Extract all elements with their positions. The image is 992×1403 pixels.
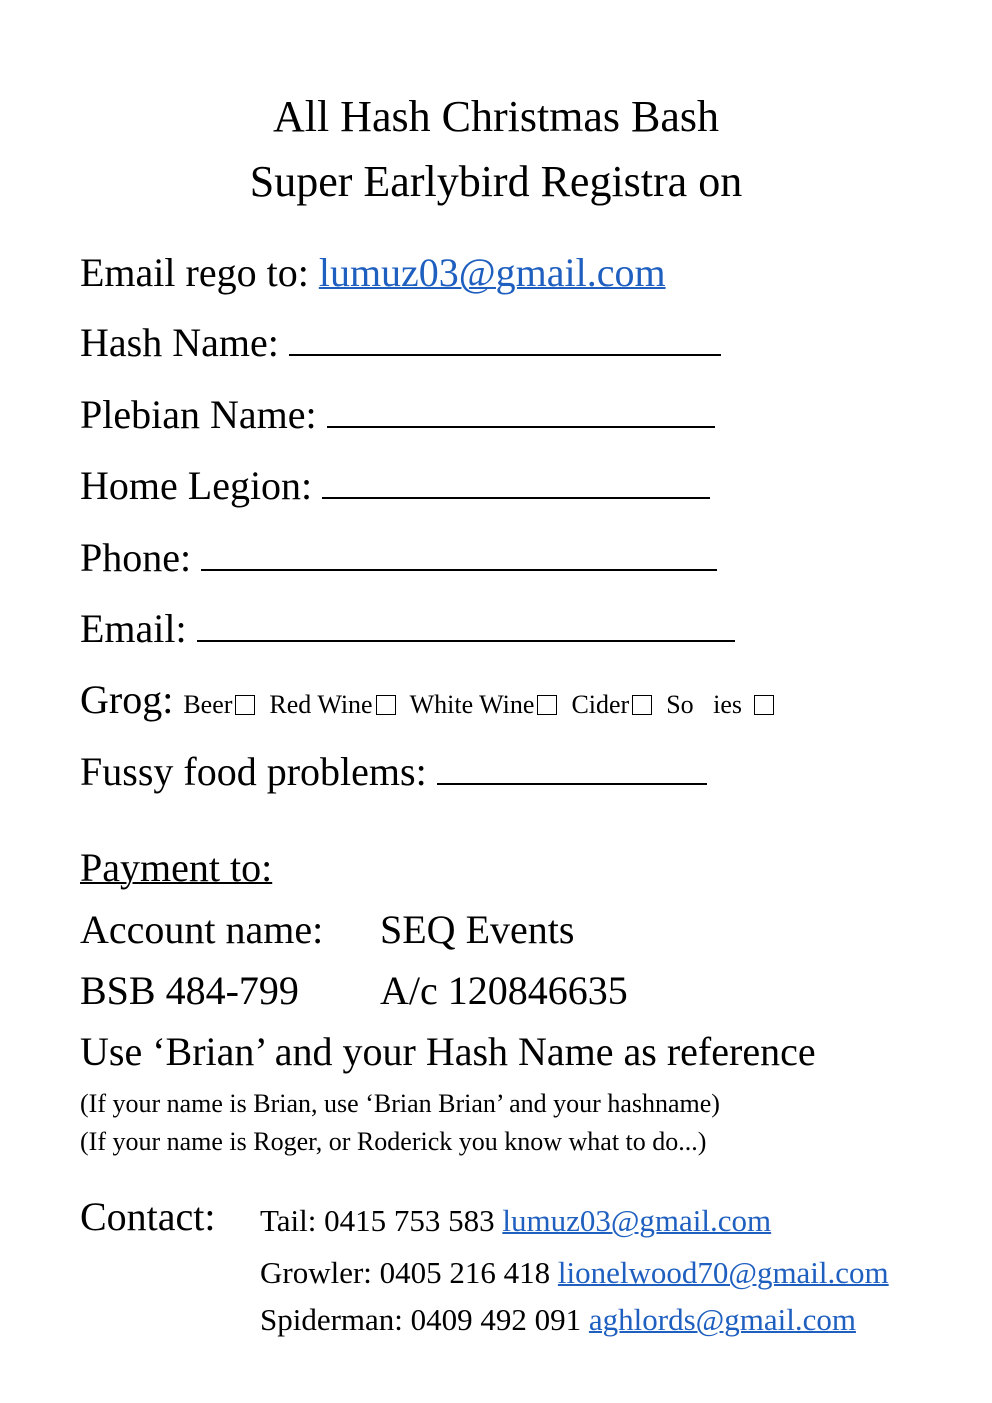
contact-row bbox=[260, 1304, 856, 1335]
contact-growler: Growler: 0405 216 418 bbox=[260, 1255, 558, 1290]
email-label: Email: bbox=[80, 606, 187, 651]
email-field[interactable] bbox=[197, 610, 735, 642]
account-name-label: Account name: bbox=[80, 907, 324, 952]
contact-label: Contact: bbox=[80, 1194, 216, 1239]
hash-name-row bbox=[80, 320, 721, 365]
grog-white-wine-checkbox[interactable] bbox=[537, 695, 557, 715]
grog-beer-checkbox[interactable] bbox=[235, 695, 255, 715]
grog-option-red-wine: Red Wine bbox=[269, 690, 373, 719]
home-legion-field[interactable] bbox=[322, 467, 710, 499]
plebian-name-label: Plebian Name: bbox=[80, 392, 317, 437]
grog-option-softies: So ies bbox=[666, 690, 743, 719]
contact-tail-email-link[interactable]: lumuz03@gmail.com bbox=[502, 1203, 772, 1238]
grog-option-white-wine: White Wine bbox=[409, 690, 535, 719]
grog-option-cider: Cider bbox=[571, 690, 630, 719]
fussy-food-field[interactable] bbox=[437, 753, 707, 785]
phone-label: Phone: bbox=[80, 535, 192, 580]
hash-name-field[interactable] bbox=[289, 324, 721, 356]
rego-email-link[interactable]: lumuz03@gmail.com bbox=[318, 250, 666, 295]
home-legion-label: Home Legion: bbox=[80, 463, 313, 508]
plebian-name-row bbox=[80, 392, 715, 437]
email-row bbox=[80, 606, 735, 651]
hash-name-label: Hash Name: bbox=[80, 320, 279, 365]
bsb-value: BSB 484-799 bbox=[80, 968, 299, 1013]
contact-row bbox=[260, 1205, 771, 1236]
grog-cider-checkbox[interactable] bbox=[632, 695, 652, 715]
contact-row bbox=[260, 1257, 889, 1288]
grog-red-wine-checkbox[interactable] bbox=[376, 695, 396, 715]
account-name-value: SEQ Events bbox=[380, 907, 575, 952]
payment-reference: Use ‘Brian’ and your Hash Name as reference bbox=[80, 1029, 816, 1074]
grog-label: Grog: bbox=[80, 677, 174, 722]
grog-softies-checkbox[interactable] bbox=[754, 695, 774, 715]
page-subtitle: Super Earlybird Registra on bbox=[249, 157, 743, 206]
grog-row bbox=[80, 677, 778, 722]
rego-label: Email rego to: bbox=[80, 250, 319, 295]
payment-note-brian: (If your name is Brian, use ‘Brian Brian’ and your hashname) bbox=[80, 1089, 720, 1118]
contact-growler-email-link[interactable]: lionelwood70@gmail.com bbox=[557, 1255, 889, 1290]
fussy-food-label: Fussy food problems: bbox=[80, 749, 427, 794]
payment-heading: Payment to: bbox=[80, 845, 273, 890]
grog-option-beer: Beer bbox=[183, 690, 233, 719]
phone-field[interactable] bbox=[201, 539, 717, 571]
plebian-name-field[interactable] bbox=[327, 396, 715, 428]
contact-spiderman: Spiderman: 0409 492 091 bbox=[260, 1302, 589, 1337]
account-number: A/c 120846635 bbox=[380, 968, 628, 1013]
fussy-food-row bbox=[80, 749, 707, 794]
contact-spiderman-email-link[interactable]: aghlords@gmail.com bbox=[588, 1302, 856, 1337]
contact-tail: Tail: 0415 753 583 bbox=[260, 1203, 503, 1238]
home-legion-row bbox=[80, 463, 710, 508]
payment-note-roger: (If your name is Roger, or Roderick you know what to do...) bbox=[80, 1127, 707, 1156]
page-title: All Hash Christmas Bash bbox=[272, 92, 720, 141]
rego-row bbox=[80, 250, 666, 295]
phone-row bbox=[80, 535, 717, 580]
